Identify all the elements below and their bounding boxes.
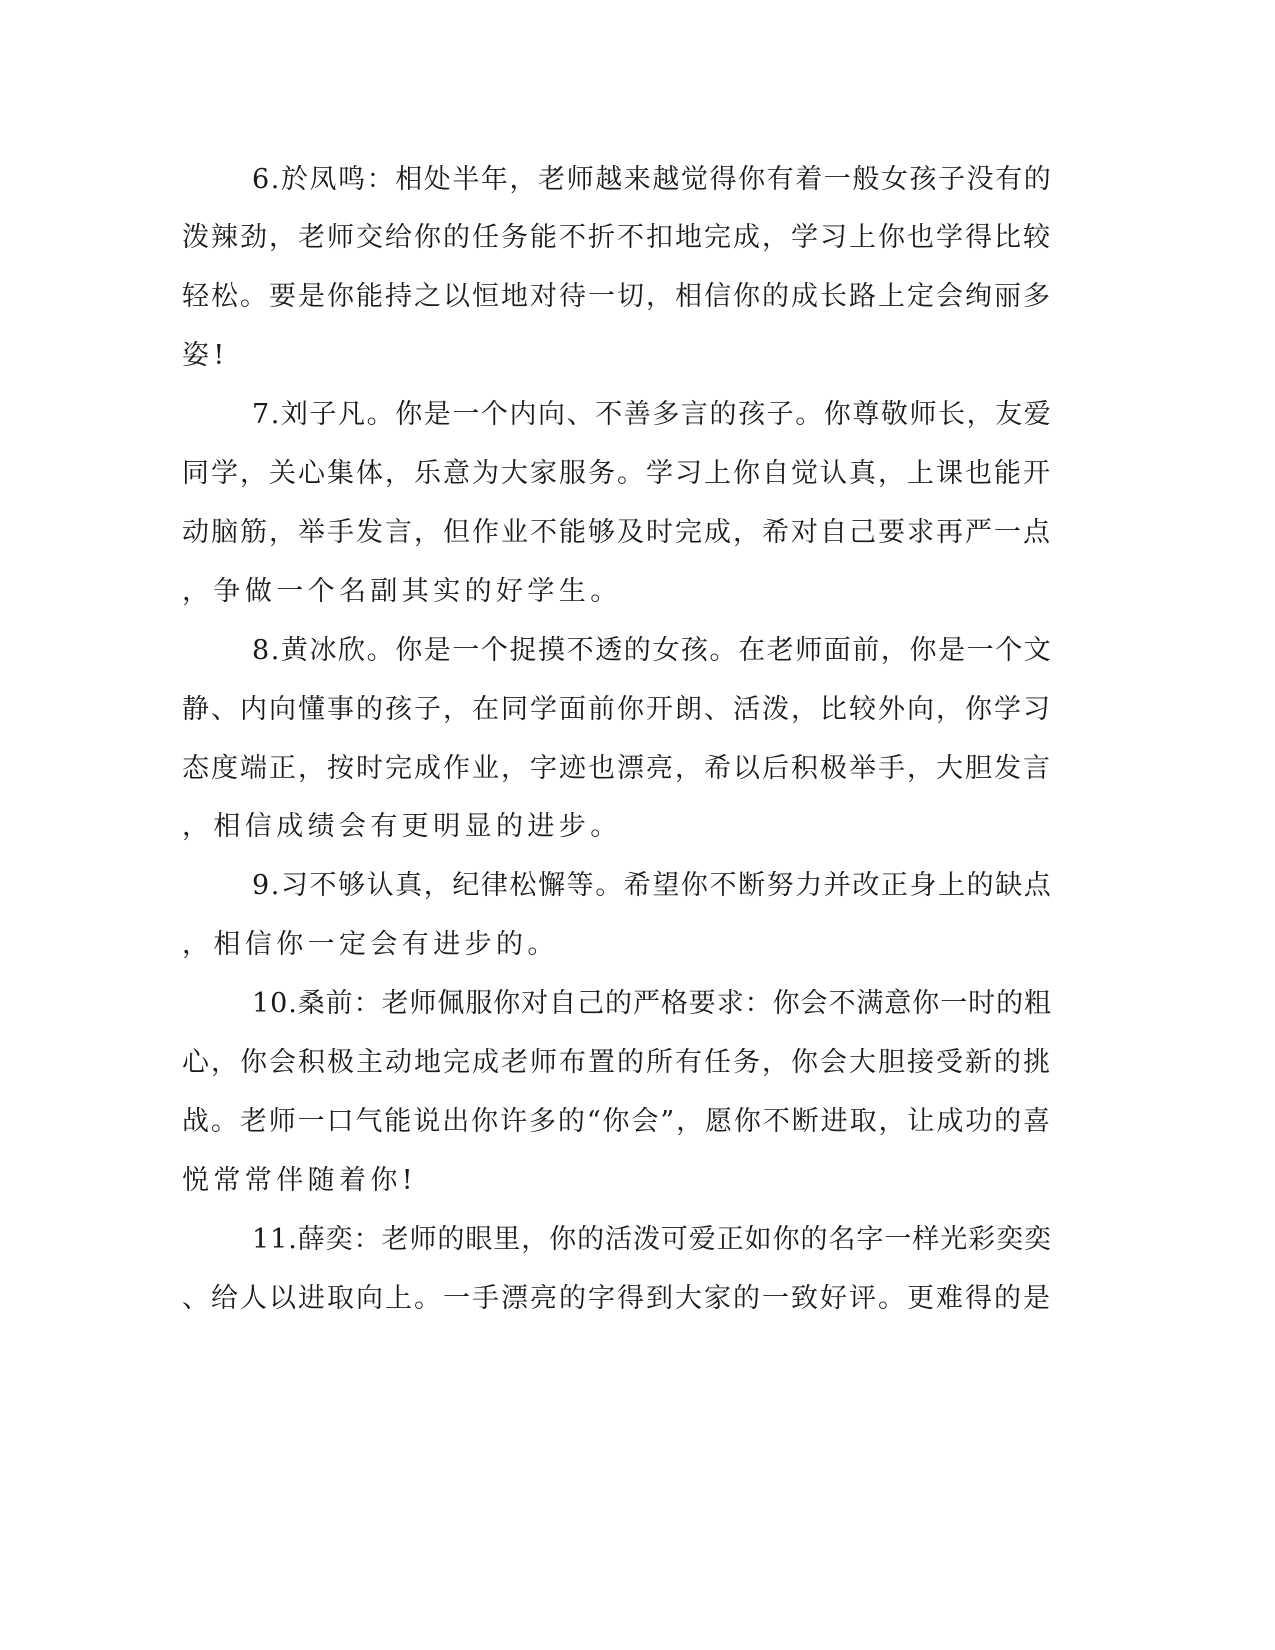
text-line: 悦常常伴随着你! <box>182 1165 418 1196</box>
text-line: 心，你会积极主动地完成老师布置的所有任务，你会大胆接受新的挑 <box>182 1047 1052 1078</box>
text-line: 10.桑前：老师佩服你对自己的严格要求：你会不满意你一时的粗 <box>252 988 1052 1019</box>
text-line: ，争做一个名副其实的好学生。 <box>182 576 622 607</box>
text-line: 态度端正，按时完成作业，字迹也漂亮，希以后积极举手，大胆发言 <box>182 753 1052 784</box>
text-line: 同学，关心集体，乐意为大家服务。学习上你自觉认真，上课也能开 <box>182 458 1052 489</box>
text-line: 、给人以进取向上。一手漂亮的字得到大家的一致好评。更难得的是 <box>182 1283 1052 1314</box>
text-line: 11.薛奕：老师的眼里，你的活泼可爱正如你的名字一样光彩奕奕 <box>252 1224 1052 1255</box>
text-line: 7.刘子凡。你是一个内向、不善多言的孩子。你尊敬师长，友爱 <box>252 399 1053 430</box>
text-line: 8.黄冰欣。你是一个捉摸不透的女孩。在老师面前，你是一个文 <box>252 635 1053 666</box>
text-line: ，相信你一定会有进步的。 <box>182 929 559 960</box>
text-line: 战。老师一口气能说出你许多的“你会”，愿你不断进取，让成功的喜 <box>182 1106 1053 1137</box>
text-line: 泼辣劲，老师交给你的任务能不折不扣地完成，学习上你也学得比较 <box>182 222 1052 253</box>
text-line: 6.於凤鸣：相处半年，老师越来越觉得你有着一般女孩子没有的 <box>252 164 1053 195</box>
text-line: ，相信成绩会有更明显的进步。 <box>182 811 622 842</box>
text-line: 动脑筋，举手发言，但作业不能够及时完成，希对自己要求再严一点 <box>182 517 1052 548</box>
text-line: 姿! <box>182 340 229 371</box>
text-line: 9.习不够认真，纪律松懈等。希望你不断努力并改正身上的缺点 <box>252 870 1053 901</box>
text-line: 静、内向懂事的孩子，在同学面前你开朗、活泼，比较外向，你学习 <box>182 694 1052 725</box>
text-line: 轻松。要是你能持之以恒地对待一切，相信你的成长路上定会绚丽多 <box>182 281 1052 312</box>
